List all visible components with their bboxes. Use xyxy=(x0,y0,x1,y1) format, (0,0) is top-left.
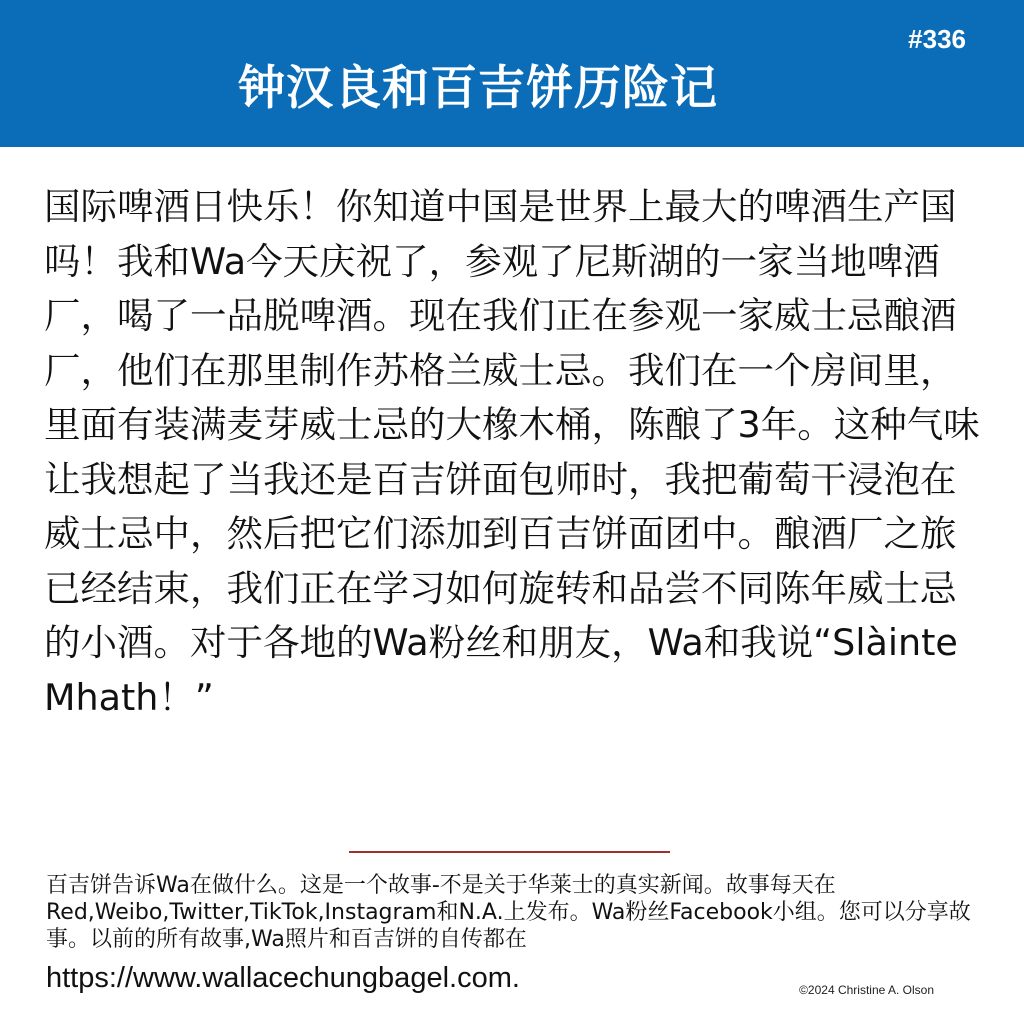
footer-note: 百吉饼告诉Wa在做什么。这是一个故事-不是关于华莱士的真实新闻。故事每天在Red,Weibo,Twitter,TikTok,Instagram和N.A.上发布。Wa粉丝Facebook小组。您可以分享故事。以前的所有故事,Wa照片和百吉饼的自传都在 xyxy=(46,873,971,952)
copyright: ©2024 Christine A. Olson xyxy=(799,983,934,997)
footer-url: https://www.wallacechungbagel.com. xyxy=(46,962,520,994)
story-text: 国际啤酒日快乐！你知道中国是世界上最大的啤酒生产国吗！我和Wa今天庆祝了，参观了尼斯湖的一家当地啤酒厂，喝了一品脱啤酒。现在我们正在参观一家威士忌酿酒厂，他们在那里制作苏格兰威士忌。我们在一个房间里，里面有装满麦芽威士忌的大橡木桶，陈酿了3年。这种气味让我想起了当我还是百吉饼面包师时，我把葡萄干浸泡在威士忌中，然后把它们添加到百吉饼面团中。酿酒厂之旅已经结束，我们正在学习如何旋转和品尝不同陈年威士忌的小酒。对于各地的Wa粉丝和朋友，Wa和我说“Slàinte Mhath！” xyxy=(44,185,980,719)
page-title: 钟汉良和百吉饼历险记 xyxy=(238,61,718,116)
issue-number: #336 xyxy=(908,24,966,54)
divider xyxy=(349,851,670,853)
header-banner xyxy=(0,0,1024,147)
